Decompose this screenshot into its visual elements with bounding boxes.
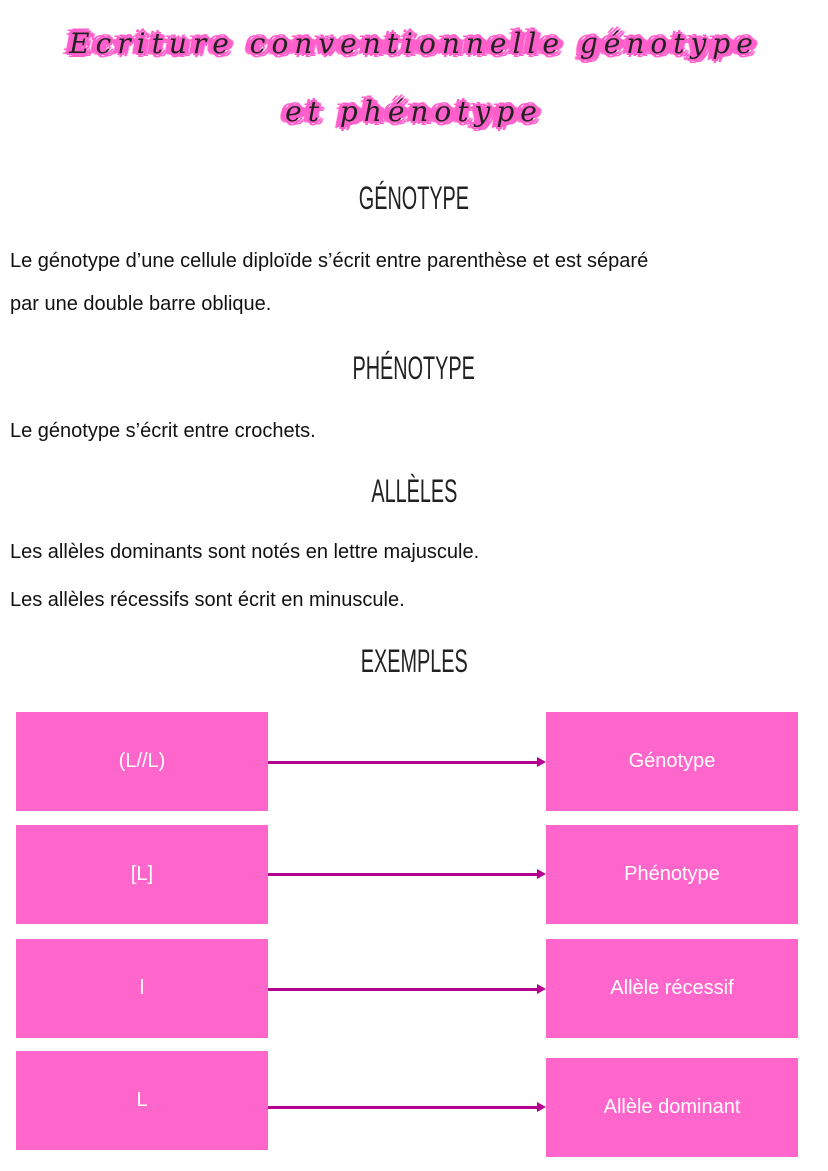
heading-phenotype-text: PHÉNOTYPE xyxy=(352,350,476,386)
heading-examples xyxy=(0,643,828,680)
example-right-box: Phénotype xyxy=(546,825,798,924)
heading-alleles xyxy=(0,473,828,510)
arrow-icon xyxy=(268,873,538,876)
title-line-1: Ecriture conventionnelle génotype xyxy=(69,27,759,60)
arrow-icon xyxy=(268,1106,538,1109)
title-line-2: et phénotype xyxy=(285,95,543,128)
example-left-box: L xyxy=(16,1051,268,1150)
heading-genotype-text: GÉNOTYPE xyxy=(358,180,470,216)
example-right-box: Génotype xyxy=(546,712,798,811)
arrow-icon xyxy=(268,761,538,764)
alleles-text-1: Les allèles dominants sont notés en lettre majuscule. xyxy=(10,541,480,563)
heading-examples-text: EXEMPLES xyxy=(360,643,468,679)
heading-genotype xyxy=(0,180,828,217)
heading-alleles-text: ALLÈLES xyxy=(370,473,458,509)
genotype-text-1: Le génotype d’une cellule diploïde s’écrit entre parenthèse et est séparé xyxy=(10,250,649,272)
arrow-icon xyxy=(268,988,538,991)
example-left-box: l xyxy=(16,939,268,1038)
example-right-box: Allèle récessif xyxy=(546,939,798,1038)
phenotype-text: Le génotype s’écrit entre crochets. xyxy=(10,420,316,442)
alleles-text-2: Les allèles récessifs sont écrit en minuscule. xyxy=(10,589,405,611)
heading-phenotype xyxy=(0,350,828,387)
genotype-text-2: par une double barre oblique. xyxy=(10,293,272,315)
example-left-box: (L//L) xyxy=(16,712,268,811)
example-left-box: [L] xyxy=(16,825,268,924)
example-right-box: Allèle dominant xyxy=(546,1058,798,1157)
